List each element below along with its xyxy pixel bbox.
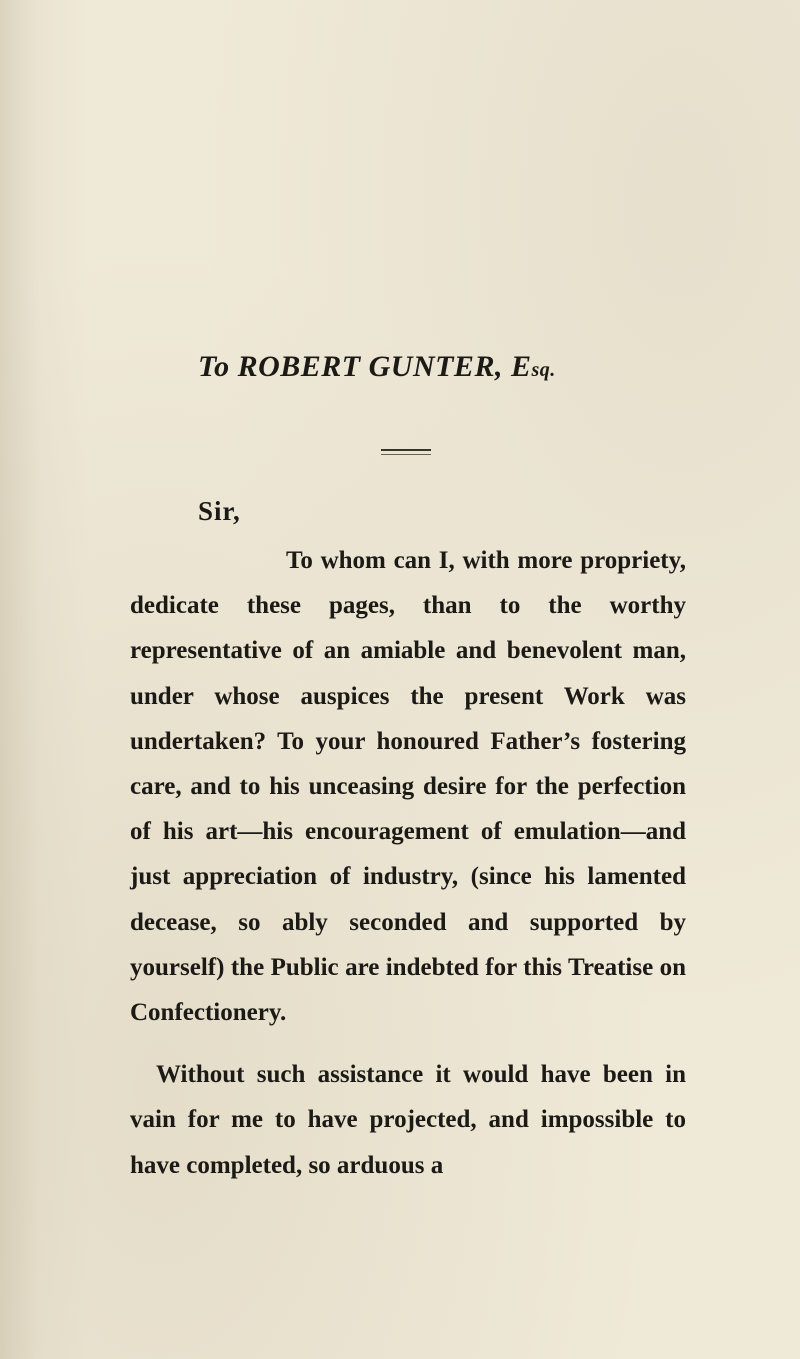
dedication-heading — [198, 350, 718, 384]
salutation: Sir, — [198, 496, 241, 526]
paragraph-1: To whom can I, with more propriety, dedicate these pages, than to the worthy representative of an amiable and benevolent man, under whose auspices the present Work was undertaken? To your honoured Father’s fostering care, and to his unceasing desire for the perfection of his art—his encouragement of emulation—and just appreciation of industry, (since his lamented decease, so ably seconded and supported by yourself) the Public are indebted for this Treatise on Confectionery. — [130, 547, 686, 1027]
heading-to: To — [198, 350, 230, 383]
dedication-body — [130, 538, 686, 1188]
heading-name: ROBERT GUNTER, — [237, 350, 503, 383]
ornamental-rule — [381, 449, 431, 451]
heading-suffix-rest: sq. — [531, 359, 556, 381]
paragraph-2: Without such assistance it would have been in vain for me to have projected, and impossible to have completed, so arduous a — [130, 1061, 686, 1179]
heading-suffix-initial: E — [510, 350, 532, 383]
